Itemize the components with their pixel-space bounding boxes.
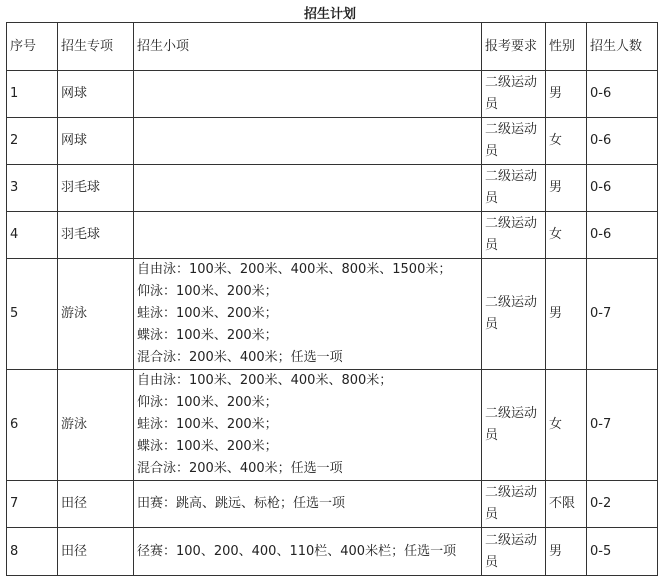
header-cell: 性别 xyxy=(546,23,587,71)
sport-cell: 田径 xyxy=(58,528,134,576)
items-cell xyxy=(134,259,482,370)
sport-cell: 田径 xyxy=(58,481,134,528)
item-line: 蛙泳：100米、200米； xyxy=(137,306,278,321)
count-cell: 0-7 xyxy=(587,370,658,481)
sport-cell: 羽毛球 xyxy=(58,165,134,212)
count-cell: 0-2 xyxy=(587,481,658,528)
table-row xyxy=(7,165,658,212)
items-cell xyxy=(134,212,482,259)
sport-cell: 网球 xyxy=(58,118,134,165)
header-cell: 招生小项 xyxy=(134,23,482,71)
sport-cell: 网球 xyxy=(58,71,134,118)
header-cell: 报考要求 xyxy=(482,23,546,71)
requirement-cell: 二级运动员 xyxy=(482,212,546,259)
item-line: 自由泳：100米、200米、400米、800米； xyxy=(137,373,393,388)
item-line: 径赛：100、200、400、110栏、400米栏；任选一项 xyxy=(137,543,457,559)
requirement-cell: 二级运动员 xyxy=(482,481,546,528)
row-number: 3 xyxy=(7,165,58,212)
sport-cell: 羽毛球 xyxy=(58,212,134,259)
items-cell xyxy=(134,118,482,165)
row-number: 2 xyxy=(7,118,58,165)
item-line: 田赛：跳高、跳远、标枪；任选一项 xyxy=(137,496,346,511)
items-cell xyxy=(134,370,482,481)
gender-cell: 女 xyxy=(546,212,587,259)
header-cell: 招生专项 xyxy=(58,23,134,71)
row-number: 5 xyxy=(7,259,58,370)
requirement-cell: 二级运动员 xyxy=(482,259,546,370)
item-line: 仰泳：100米、200米； xyxy=(137,284,278,299)
table-title: 招生计划 xyxy=(303,7,356,22)
table-row xyxy=(7,118,658,165)
table-row xyxy=(7,71,658,118)
count-cell: 0-5 xyxy=(587,528,658,576)
header-row xyxy=(7,23,658,71)
item-line: 自由泳：100米、200米、400米、800米、1500米； xyxy=(137,262,452,277)
items-cell xyxy=(134,165,482,212)
sport-cell: 游泳 xyxy=(58,259,134,370)
table-row xyxy=(7,481,658,528)
requirement-cell: 二级运动员 xyxy=(482,71,546,118)
count-cell: 0-6 xyxy=(587,165,658,212)
requirement-cell: 二级运动员 xyxy=(482,165,546,212)
header-cell: 序号 xyxy=(7,23,58,71)
count-cell: 0-6 xyxy=(587,118,658,165)
requirement-cell: 二级运动员 xyxy=(482,118,546,165)
gender-cell: 男 xyxy=(546,71,587,118)
enrollment-plan-table xyxy=(6,22,658,576)
row-number: 4 xyxy=(7,212,58,259)
gender-cell: 男 xyxy=(546,528,587,576)
table-row xyxy=(7,259,658,370)
count-cell: 0-6 xyxy=(587,71,658,118)
requirement-cell: 二级运动员 xyxy=(482,528,546,576)
items-cell xyxy=(134,481,482,528)
item-line: 蝶泳：100米、200米； xyxy=(137,439,278,454)
requirement-cell: 二级运动员 xyxy=(482,370,546,481)
items-cell xyxy=(134,528,482,576)
count-cell: 0-7 xyxy=(587,259,658,370)
row-number: 8 xyxy=(7,528,58,576)
item-line: 蛙泳：100米、200米； xyxy=(137,417,278,432)
gender-cell: 男 xyxy=(546,259,587,370)
items-cell xyxy=(134,71,482,118)
gender-cell: 女 xyxy=(546,370,587,481)
header-cell: 招生人数 xyxy=(587,23,658,71)
item-line: 仰泳：100米、200米； xyxy=(137,395,278,410)
table-row xyxy=(7,370,658,481)
item-line: 蝶泳：100米、200米； xyxy=(137,328,278,343)
gender-cell: 女 xyxy=(546,118,587,165)
row-number: 7 xyxy=(7,481,58,528)
table-row xyxy=(7,212,658,259)
count-cell: 0-6 xyxy=(587,212,658,259)
gender-cell: 男 xyxy=(546,165,587,212)
gender-cell: 不限 xyxy=(546,481,587,528)
row-number: 1 xyxy=(7,71,58,118)
item-line: 混合泳：200米、400米；任选一项 xyxy=(137,461,343,476)
table-row xyxy=(7,528,658,576)
row-number: 6 xyxy=(7,370,58,481)
sport-cell: 游泳 xyxy=(58,370,134,481)
item-line: 混合泳：200米、400米；任选一项 xyxy=(137,350,343,365)
